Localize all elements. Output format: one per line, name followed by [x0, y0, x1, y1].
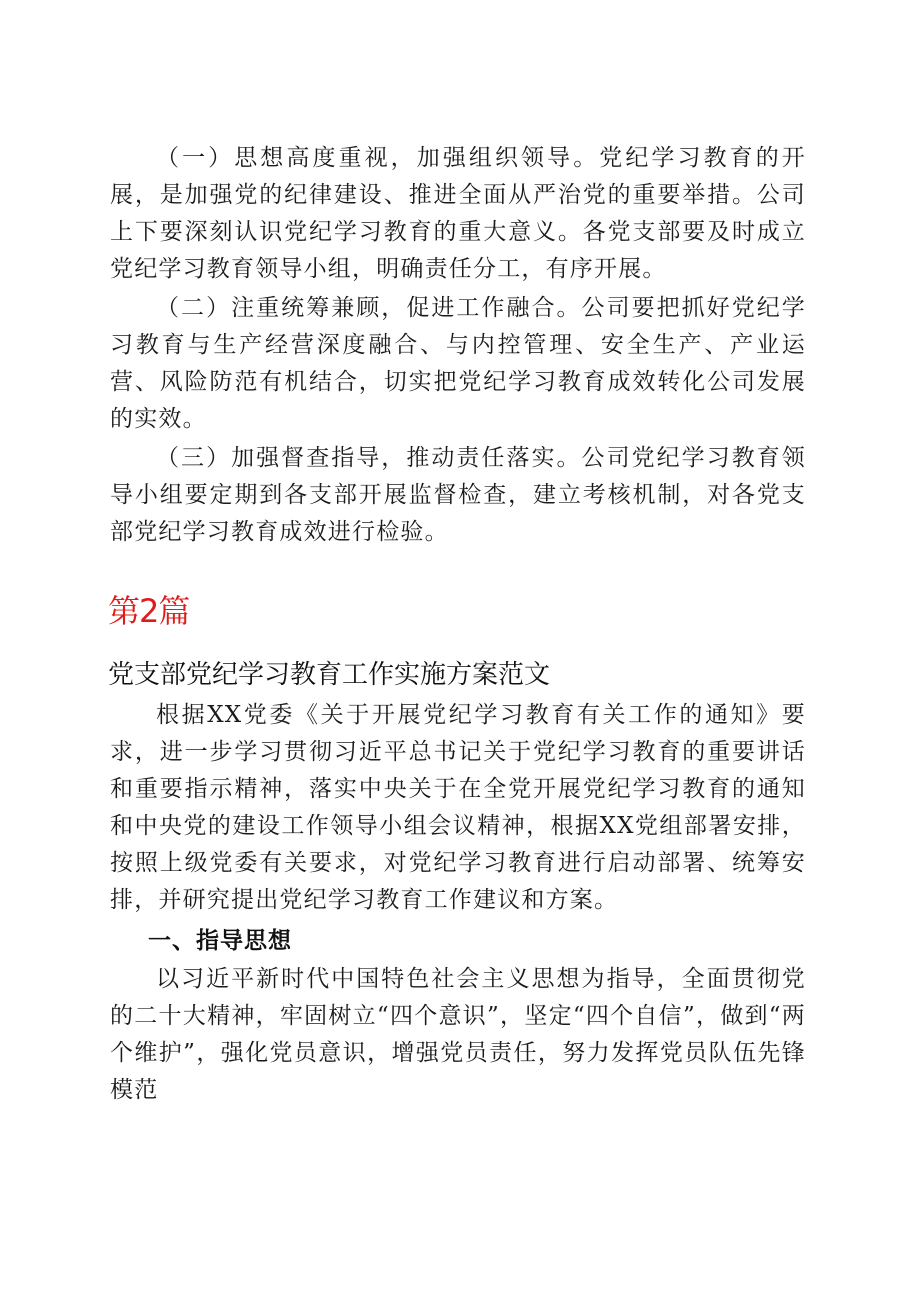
paragraph-supervision: （三）加强督查指导，推动责任落实。公司党纪学习教育领导小组要定期到各支部开展监督检查，建立考核机制，对各党支部党纪学习教育成效进行检验。: [110, 445, 806, 545]
section-heading-guiding-thought: 一、指导思想: [148, 928, 292, 954]
paragraph-organization-leadership: （一）思想高度重视，加强组织领导。党纪学习教育的开展，是加强党的纪律建设、推进全面从严治党的重要举措。公司上下要深刻认识党纪学习教育的重大意义。各党支部要及时成立党纪学习教育领导小组，明确责任分工，有序开展。: [110, 145, 806, 282]
paragraph-intro: 根据XX党委《关于开展党纪学习教育有关工作的通知》要求，进一步学习贯彻习近平总书记关于党纪学习教育的重要讲话和重要指示精神，落实中央关于在全党开展党纪学习教育的通知和中央党的建设工作领导小组会议精神，根据XX党组部署安排，按照上级党委有关要求，对党纪学习教育进行启动部署、统筹安排，并研究提出党纪学习教育工作建议和方案。: [110, 702, 806, 913]
paragraph-work-integration: （二）注重统筹兼顾，促进工作融合。公司要把抓好党纪学习教育与生产经营深度融合、与内控管理、安全生产、产业运营、风险防范有机结合，切实把党纪学习教育成效转化公司发展的实效。: [110, 295, 806, 432]
document-title: 党支部党纪学习教育工作实施方案范文: [108, 660, 551, 690]
paragraph-guiding-thought: 以习近平新时代中国特色社会主义思想为指导，全面贯彻党的二十大精神，牢固树立“四个意识”，坚定“四个自信”，做到“两个维护”，强化党员意识，增强党员责任，努力发挥党员队伍先锋模范: [110, 966, 806, 1103]
page-content: [110, 140, 806, 1111]
chapter-heading: 第2篇: [108, 592, 190, 630]
